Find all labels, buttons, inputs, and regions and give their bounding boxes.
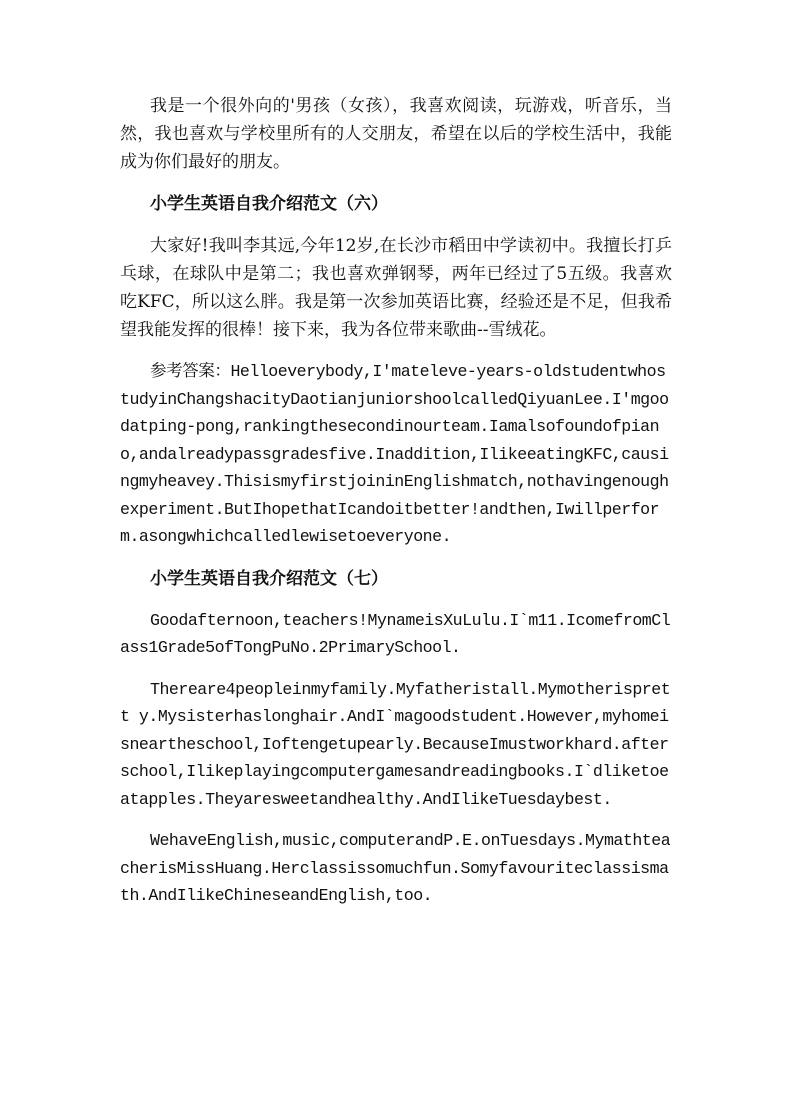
classes-paragraph: WehaveEnglish,music,computerandP.E.onTuesdays.MymathteacherisMissHuang.Herclassissomuchfun.Somyfavouriteclassismath.AndIlikeChineseandEnglish,too. [120,831,671,905]
greeting-paragraph: Goodafternoon,teachers!MynameisXuLulu.I`m11.IcomefromClass1Grade5ofTongPuNo.2PrimarySchool. [120,610,671,657]
chinese-intro-paragraph: 大家好!我叫李其远,今年12岁,在长沙市稻田中学读初中。我擅长打乒乓球，在球队中是第二；我也喜欢弹钢琴，两年已经过了5五级。我喜欢吃KFC，所以这么胖。我是第一次参加英语比赛，经验还是不足，但我希望我能发挥的很棒！接下来，我为各位带来歌曲--雪绒花。 [120,236,672,340]
intro-paragraph: 我是一个很外向的'男孩（女孩），我喜欢阅读，玩游戏，听音乐，当然，我也喜欢与学校里所有的人交朋友，希望在以后的学校生活中，我能成为你们最好的朋友。 [120,96,672,172]
section-heading-seven: 小学生英语自我介绍范文（七） [150,568,388,589]
section-heading-six: 小学生英语自我介绍范文（六） [150,194,388,214]
document-page [120,92,672,924]
family-paragraph: Thereare4peopleinmyfamily.Myfatheristall.Mymotherisprett y.Mysisterhaslonghair.AndI`magoodstudent.However,myhomeisneartheschool,Ioftengetupearly.BecauseImustworkhard.afterschool,Ilikeplayingcomputergamesandreadingbooks.I`dliketoeatapples.Theyaresweetandhealthy.AndIlikeTuesdaybest. [120,679,671,809]
reference-answer-paragraph: 参考答案：Helloeverybody,I'mateleve-years-oldstudentwhostudyinChangshacityDaotianjuniorshoolcalledQiyuanLee.I'mgoodatping-pong,rankingthesecondinourteam.Iamalsofoundofpiano,andalreadypassgradesfive.Inaddition,IlikeeatingKFC,causingmyheavey.ThisismyfirstjoininEnglishmatch,nothavingenoughexperiment.ButIhopethatIcandoitbetter!andthen,Iwillperform.asongwhichcalledlewisetoeveryone. [120,362,669,546]
